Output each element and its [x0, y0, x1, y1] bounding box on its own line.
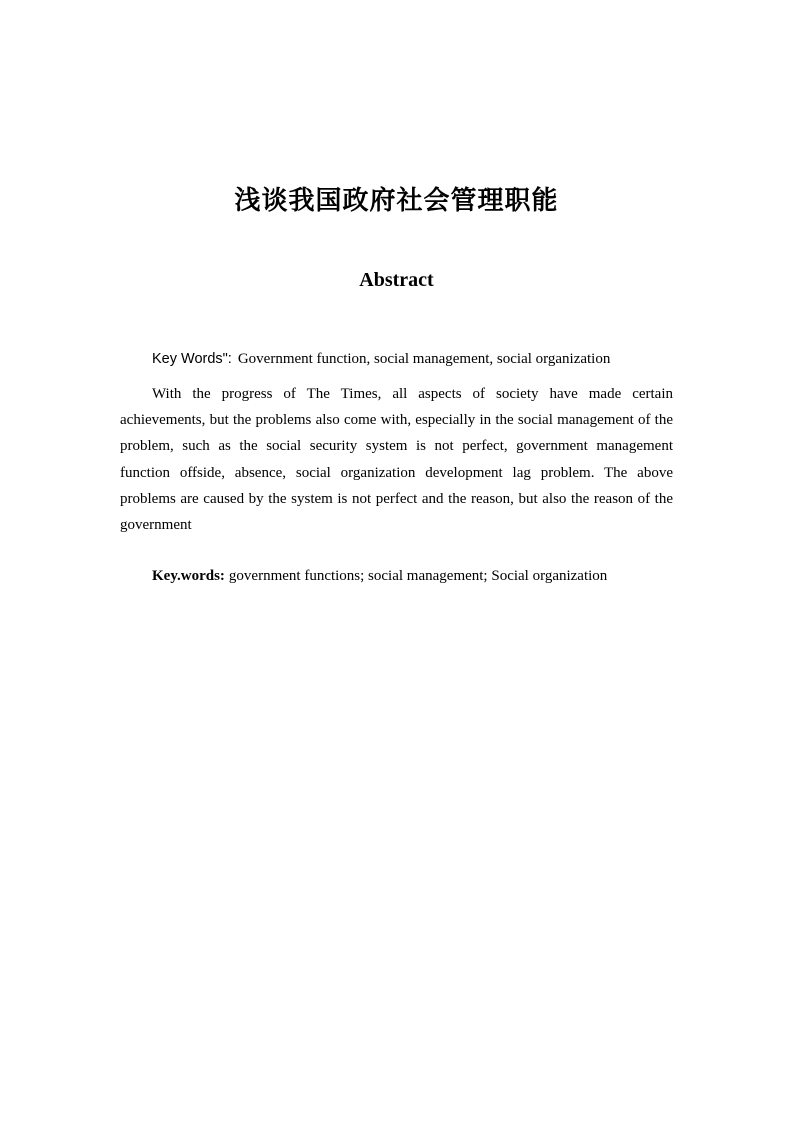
chinese-title: 浅谈我国政府社会管理职能: [234, 186, 559, 216]
keywords-line-top: [152, 348, 682, 370]
keywords-top-label: Key Words":: [152, 351, 232, 367]
keywords-top-value: Government function, social management, social organization: [237, 351, 611, 367]
keywords-bottom-value: government functions; social management; Social organization: [228, 568, 608, 584]
abstract-paragraph: With the progress of The Times, all aspects of society have made certain achievements, but the problems also come with, especially in the social management of the problem, such as the social security system is not perfect, government management function offside, absence, social organization development lag problem. The above problems are caused by the system is not perfect and the reason, but also the reason of the government: [120, 386, 673, 534]
keywords-bottom-label: Key.words:: [152, 568, 225, 584]
abstract-heading: Abstract: [359, 269, 434, 291]
keywords-line-bottom: [152, 565, 682, 587]
